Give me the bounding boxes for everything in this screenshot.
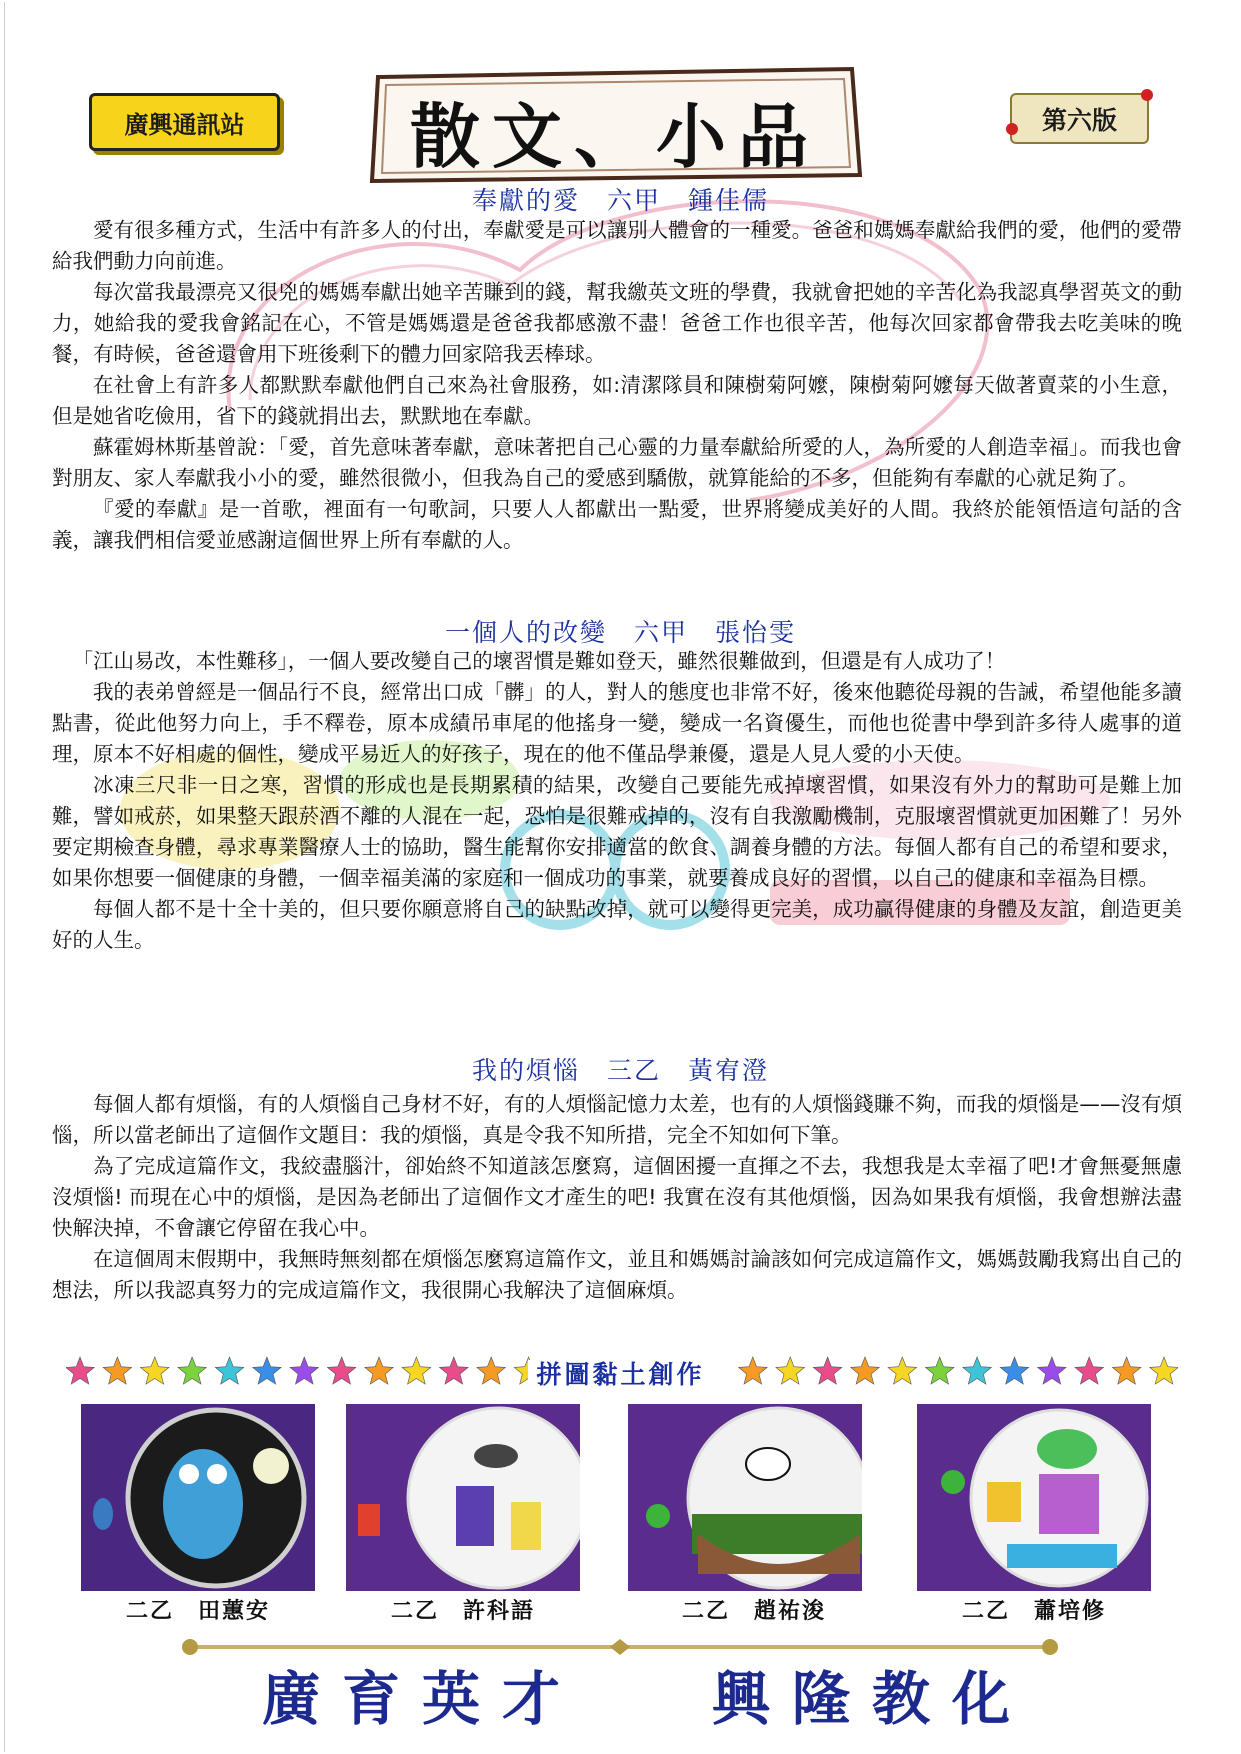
gallery-title: 拼圖黏土創作 xyxy=(0,1355,1241,1391)
gallery-photo-owl xyxy=(81,1404,315,1591)
paragraph: 在社會上有許多人都默默奉獻他們自己來為社會服務，如:清潔隊員和陳樹菊阿嬤，陳樹菊阿嬤每天做著賣菜的小生意，但是她省吃儉用，省下的錢就捐出去，默默地在奉獻。 xyxy=(52,373,1182,428)
paragraph: 「江山易改，本性難移」，一個人要改變自己的壞習慣是難如登天，雖然很難做到，但還是有人成功了！ xyxy=(72,649,1006,673)
article-body xyxy=(52,1089,1182,1306)
edition-badge xyxy=(1010,93,1149,144)
gallery-photo-house xyxy=(346,1404,580,1591)
pin-icon xyxy=(1141,89,1153,101)
photo-caption: 二乙 許科語 xyxy=(390,1598,535,1624)
pin-icon xyxy=(1006,123,1018,135)
gallery-photo-frog-house xyxy=(917,1404,1151,1591)
article-heading: 我的煩惱 三乙 黃宥澄 xyxy=(471,1056,769,1085)
gallery-photo-frog xyxy=(628,1404,862,1591)
photo-caption: 二乙 田蕙安 xyxy=(125,1598,270,1624)
paragraph: 每次當我最漂亮又很兇的媽媽奉獻出她辛苦賺到的錢，幫我繳英文班的學費，我就會把她的辛苦化為我認真學習英文的動力，她給我的愛我會銘記在心，不管是媽媽還是爸爸我都感激不盡！爸爸工作也很辛苦，他每次回家都會帶我去吃美味的晚餐，有時候，爸爸還會用下班後剩下的體力回家陪我丟棒球。 xyxy=(52,280,1182,366)
paragraph: 蘇霍姆林斯基曾說：「愛，首先意味著奉獻，意味著把自己心靈的力量奉獻給所愛的人，為所愛的人創造幸福」。而我也會對朋友、家人奉獻我小小的愛，雖然很微小，但我為自己的愛感到驕傲，就算能給的不多，但能夠有奉獻的心就足夠了。 xyxy=(52,435,1182,490)
article-heading: 奉獻的愛 六甲 鍾佳儒 xyxy=(471,186,769,215)
page-title-frame xyxy=(360,63,870,185)
motto-right: 興隆教化 xyxy=(712,1665,1033,1733)
paragraph: 『愛的奉獻』是一首歌，裡面有一句歌詞，只要人人都獻出一點愛，世界將變成美好的人間。我終於能領悟這句話的含義，讓我們相信愛並感謝這個世界上所有奉獻的人。 xyxy=(52,497,1182,552)
article-heading: 一個人的改變 六甲 張怡雯 xyxy=(444,618,796,647)
paragraph: 愛有很多種方式，生活中有許多人的付出，奉獻愛是可以讓別人體會的一種愛。爸爸和媽媽奉獻給我們的愛，他們的愛帶給我們動力向前進。 xyxy=(52,218,1182,273)
paragraph: 每個人都有煩惱，有的人煩惱自己身材不好，有的人煩惱記憶力太差，也有的人煩惱錢賺不夠，而我的煩惱是——沒有煩惱，所以當老師出了這個作文題目：我的煩惱，真是令我不知所措，完全不知如何下筆。 xyxy=(52,1092,1182,1147)
paragraph: 我的表弟曾經是一個品行不良，經常出口成「髒」的人，對人的態度也非常不好，後來他聽從母親的告誡，希望他能多讀點書，從此他努力向上，手不釋卷，原本成績吊車尾的他搖身一變，變成一名資優生，而他也從書中學到許多待人處事的道理，原本不好相處的個性，變成平易近人的好孩子，現在的他不僅品學兼優，還是人見人愛的小天使。 xyxy=(52,680,1182,766)
paragraph: 冰凍三尺非一日之寒，習慣的形成也是長期累積的結果，改變自己要能先戒掉壞習慣，如果沒有外力的幫助可是難上加難，譬如戒菸，如果整天跟菸酒不離的人混在一起，恐怕是很難戒掉的，沒有自我激勵機制，克服壞習慣就更加困難了！另外要定期檢查身體，尋求專業醫療人士的協助，醫生能幫你安排適當的飲食、調養身體的方法。每個人都有自己的希望和要求，如果你想要一個健康的身體，一個幸福美滿的家庭和一個成功的事業，就要養成良好的習慣，以自己的健康和幸福為目標。 xyxy=(52,773,1182,890)
motto-left: 廣育英才 xyxy=(262,1665,583,1733)
photo-caption: 二乙 蕭培修 xyxy=(961,1598,1106,1624)
page-border xyxy=(4,2,5,1752)
edition-label: 第六版 xyxy=(1041,105,1117,135)
article-body xyxy=(52,646,1182,956)
paragraph: 每個人都不是十全十美的，但只要你願意將自己的缺點改掉，就可以變得更完美，成功贏得健康的身體及友誼，創造更美好的人生。 xyxy=(52,897,1182,952)
photo-caption: 二乙 趙祐浚 xyxy=(681,1598,826,1624)
paragraph: 在這個周末假期中，我無時無刻都在煩惱怎麼寫這篇作文，並且和媽媽討論該如何完成這篇作文，媽媽鼓勵我寫出自己的想法，所以我認真努力的完成這篇作文，我很開心我解決了這個麻煩。 xyxy=(52,1247,1182,1302)
newsletter-badge: 廣興通訊站 xyxy=(89,93,280,151)
page-title: 散文、小品 xyxy=(410,95,820,178)
paragraph: 為了完成這篇作文，我絞盡腦汁，卻始終不知道該怎麼寫，這個困擾一直揮之不去，我想我是太幸福了吧!才會無憂無慮沒煩惱! 而現在心中的煩惱，是因為老師出了這個作文才產生的吧! 我實在沒有其他煩惱，因為如果我有煩惱，我會想辦法盡快解決掉，不會讓它停留在我心中。 xyxy=(52,1154,1182,1240)
article-body xyxy=(52,215,1182,556)
